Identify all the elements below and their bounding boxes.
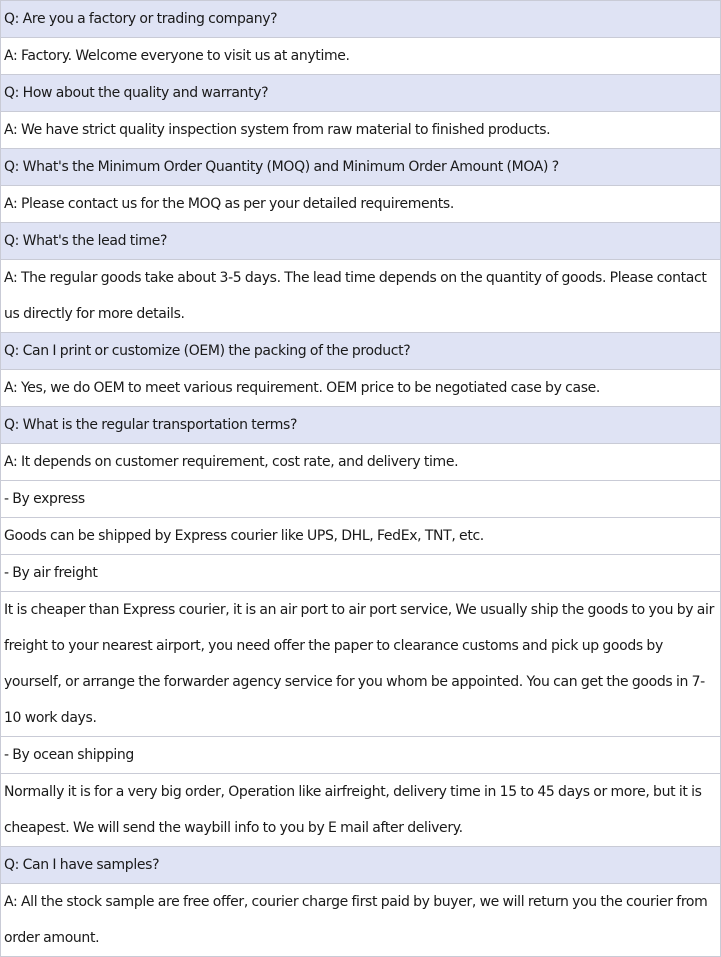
faq-question-row (1, 847, 721, 884)
faq-question: Q: What is the regular transportation terms? (1, 407, 721, 444)
faq-question-row (1, 149, 721, 186)
faq-question: Q: Are you a factory or trading company? (1, 1, 721, 38)
faq-question: Q: What's the Minimum Order Quantity (MOQ) and Minimum Order Amount (MOA) ? (1, 149, 721, 186)
faq-answer-row (1, 884, 721, 957)
faq-answer: A: All the stock sample are free offer, courier charge first paid by buyer, we will return you the courier from order amount. (1, 884, 721, 957)
faq-question-row (1, 223, 721, 260)
faq-answer: A: Please contact us for the MOQ as per your detailed requirements. (1, 186, 721, 223)
faq-answer-row (1, 370, 721, 407)
faq-question-row (1, 333, 721, 370)
faq-answer: A: We have strict quality inspection system from raw material to finished products. (1, 112, 721, 149)
shipping-method-heading: - By ocean shipping (1, 737, 721, 774)
shipping-method-detail: Goods can be shipped by Express courier like UPS, DHL, FedEx, TNT, etc. (1, 518, 721, 555)
faq-answer: A: The regular goods take about 3-5 days. The lead time depends on the quantity of goods. Please contact us directly for more details. (1, 260, 721, 333)
faq-question-row (1, 75, 721, 112)
shipping-method-heading: - By express (1, 481, 721, 518)
faq-answer: A: It depends on customer requirement, cost rate, and delivery time. (1, 444, 721, 481)
faq-answer-row (1, 737, 721, 774)
faq-question: Q: Can I print or customize (OEM) the packing of the product? (1, 333, 721, 370)
faq-question: Q: How about the quality and warranty? (1, 75, 721, 112)
faq-answer-row (1, 555, 721, 592)
faq-answer-row (1, 774, 721, 847)
faq-answer-row (1, 186, 721, 223)
faq-question: Q: What's the lead time? (1, 223, 721, 260)
faq-answer-row (1, 38, 721, 75)
shipping-method-heading: - By air freight (1, 555, 721, 592)
faq-answer-row (1, 444, 721, 481)
faq-question-row (1, 1, 721, 38)
faq-question: Q: Can I have samples? (1, 847, 721, 884)
faq-answer-row (1, 112, 721, 149)
faq-answer: A: Yes, we do OEM to meet various requirement. OEM price to be negotiated case by case. (1, 370, 721, 407)
faq-answer-row (1, 592, 721, 737)
shipping-method-detail: It is cheaper than Express courier, it is an air port to air port service, We usually ship the goods to you by air freight to your nearest airport, you need offer the paper to clearance customs and pick up goods by yourself, or arrange the forwarder agency service for you whom be appointed. You can get the goods in 7-10 work days. (1, 592, 721, 737)
faq-answer-row (1, 518, 721, 555)
faq-question-row (1, 407, 721, 444)
faq-answer-row (1, 481, 721, 518)
faq-answer-row (1, 260, 721, 333)
faq-answer: A: Factory. Welcome everyone to visit us at anytime. (1, 38, 721, 75)
shipping-method-detail: Normally it is for a very big order, Operation like airfreight, delivery time in 15 to 45 days or more, but it is cheapest. We will send the waybill info to you by E mail after delivery. (1, 774, 721, 847)
